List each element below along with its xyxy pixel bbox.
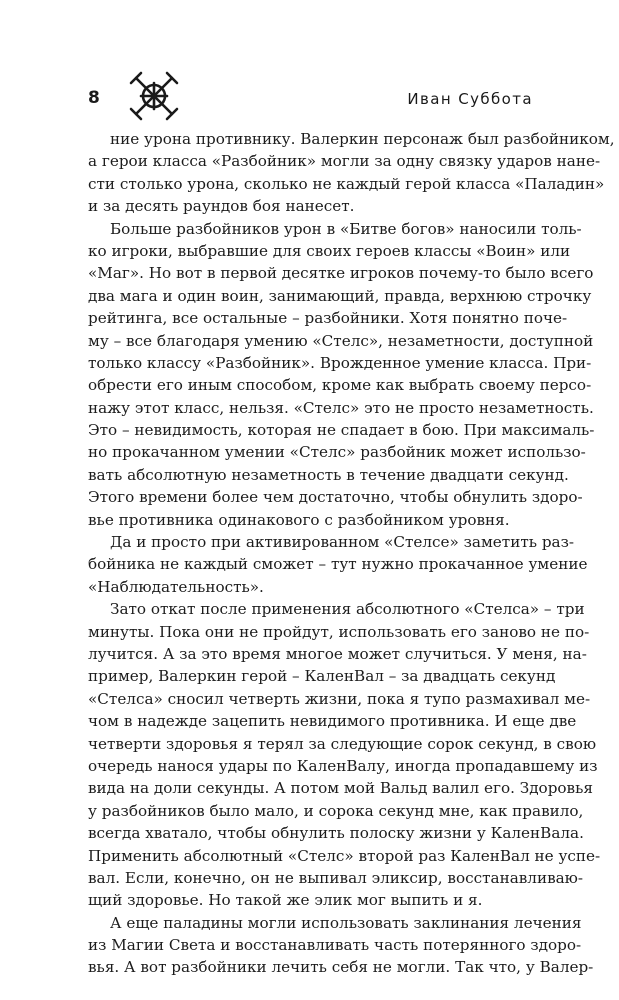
text-line: вал. Если, конечно, он не выпивал эликсир, восстанавливаю- [88,868,584,887]
text-line: а герои класса «Разбойник» могли за одну связку ударов нане- [88,152,601,171]
text-line: Это – невидимость, которая не спадает в бою. При максималь- [88,421,595,440]
paragraph [88,128,615,218]
text-line: нажу этот класс, нельзя. «Стелс» это не просто незаметность. [88,398,594,417]
text-line: Применить абсолютный «Стелс» второй раз КаленВал не успе- [88,846,601,865]
text-line: вида на доли секунды. А потом мой Вальд валил его. Здоровья [88,779,593,798]
text-line: лучится. А за это время многое может случиться. У меня, на- [88,644,587,663]
paragraph [88,912,594,979]
text-line: вье противника одинакового с разбойником уровня. [88,510,510,529]
body-text [88,128,615,979]
paragraph [88,218,595,531]
text-line: Да и просто при активированном «Стелсе» заметить раз- [110,533,575,552]
text-line: «Маг». Но вот в первой десятке игроков почему-то было всего [88,264,594,283]
text-line: у разбойников было мало, и сорока секунд мне, как правило, [88,801,584,820]
text-line: щий здоровье. Но такой же элик мог выпить и я. [88,891,483,910]
text-line: два мага и один воин, занимающий, правда, верхнюю строчку [88,286,592,305]
text-line: сти столько урона, сколько не каждый герой класса «Паладин» [88,174,605,193]
text-line: всегда хватало, чтобы обнулить полоску жизни у КаленВала. [88,824,584,843]
text-line: ко игроки, выбравшие для своих героев классы «Воин» или [88,241,571,260]
text-line: чом в надежде зацепить невидимого противника. И еще две [88,712,577,731]
text-line: ние урона противнику. Валеркин персонаж был разбойником, [110,130,615,148]
text-line: рейтинга, все остальные – разбойники. Хотя понятно поче- [88,309,568,328]
paragraph [88,531,588,598]
text-line: минуты. Пока они не пройдут, использовать его заново не по- [88,622,590,641]
paragraph [88,598,601,911]
text-line: из Магии Света и восстанавливать часть потерянного здоро- [88,936,582,955]
text-line: Этого времени более чем достаточно, чтобы обнулить здоро- [88,488,583,507]
text-line: Зато откат после применения абсолютного «Стелса» – три [110,600,585,619]
crossed-swords-target-icon [128,70,180,122]
text-line: Больше разбойников урон в «Битве богов» наносили толь- [110,219,582,238]
text-line: пример, Валеркин герой – КаленВал – за двадцать секунд [88,667,556,686]
text-line: вать абсолютную незаметность в течение двадцати секунд. [88,465,569,484]
text-line: А еще паладины могли использовать заклинания лечения [110,913,582,932]
text-line: «Стелса» сносил четверть жизни, пока я тупо размахивал ме- [88,689,591,708]
text-line: и за десять раундов боя нанесет. [88,197,355,216]
text-line: четверти здоровья я терял за следующие сорок секунд, в свою [88,734,597,753]
book-author: Иван Суббота [407,90,533,108]
text-line: только классу «Разбойник». Врожденное умение класса. При- [88,353,592,372]
text-line: му – все благодаря умению «Стелс», незаметности, доступной [88,331,594,350]
text-line: «Наблюдательность». [88,577,264,596]
page-number: 8 [88,88,100,108]
text-line: вья. А вот разбойники лечить себя не могли. Так что, у Валер- [88,958,594,977]
text-line: очередь нанося удары по КаленВалу, иногда пропадавшему из [88,756,598,775]
text-line: бойника не каждый сможет – тут нужно прокачанное умение [88,555,588,574]
text-line: но прокачанном умении «Стелс» разбойник может использо- [88,443,586,462]
text-line: обрести его иным способом, кроме как выбрать своему персо- [88,376,592,395]
running-header [88,70,533,120]
